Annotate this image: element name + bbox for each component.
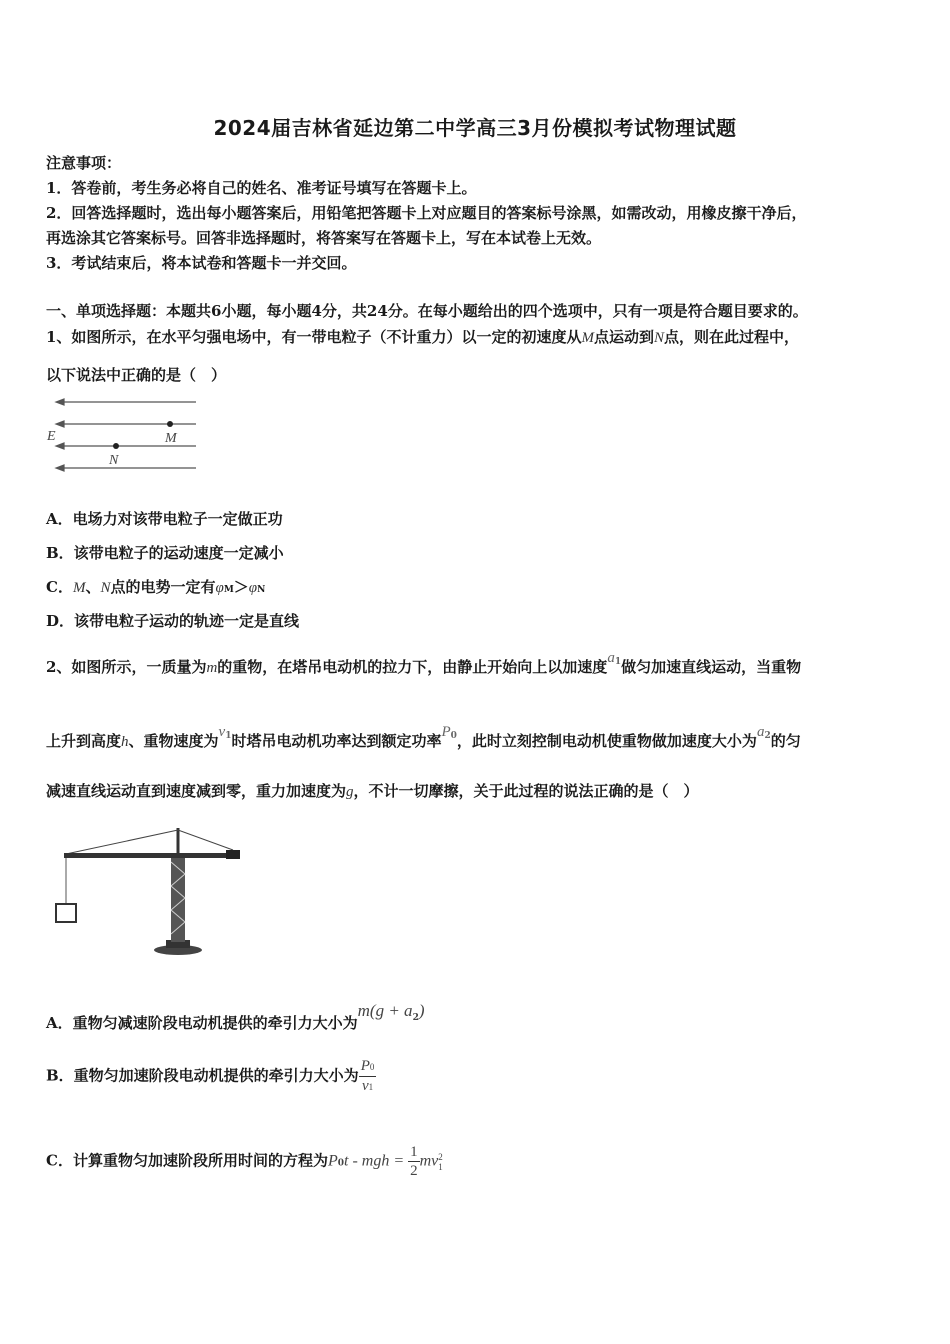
point-m-dot bbox=[167, 421, 173, 427]
point-label-m: M bbox=[165, 431, 177, 446]
section-heading: 一、单项选择题：本题共6小题，每小题4分，共24分。在每小题给出的四个选项中，只有一项是符合题目要求的。 bbox=[46, 302, 808, 320]
electric-field-diagram bbox=[44, 392, 204, 476]
q1-stem-line2: 以下说法中正确的是（ ） bbox=[46, 366, 227, 384]
q1-stem-line1: 1、如图所示，在水平匀强电场中，有一带电粒子（不计重力）以一定的初速度从M点运动到N点，则在此过程中， bbox=[46, 328, 799, 346]
point-n-dot bbox=[113, 443, 119, 449]
notice-heading: 注意事项： bbox=[46, 154, 122, 172]
q2-option-c: C．计算重物匀加速阶段所用时间的方程为P0t - mgh = $\frac{1}{2}$ mv 2 1 bbox=[46, 1144, 443, 1179]
notice-item-1: 1．答卷前，考生务必将自己的姓名、准考证号填写在答题卡上。 bbox=[46, 179, 477, 197]
q2-option-a: A．重物匀减速阶段电动机提供的牵引力大小为$m(g + a^2)$ bbox=[46, 1001, 425, 1032]
traction-force-fraction: $\frac{P0}{v1}$ bbox=[360, 1058, 375, 1094]
point-label-n: N bbox=[109, 453, 119, 468]
q1-option-b: B．该带电粒子的运动速度一定减小 bbox=[46, 544, 284, 562]
q1-option-c: C．M、N点的电势一定有φM＞φN bbox=[46, 578, 266, 596]
q2-stem-line2: 上升到高度h、重物速度为$v^1$时塔吊电动机功率达到额定功率$P^0$，此时立刻控制电动机使重物做加速度大小为$a^2$的匀 bbox=[46, 724, 801, 750]
tower-crane-image bbox=[48, 826, 248, 958]
q1-option-d: D．该带电粒子运动的轨迹一定是直线 bbox=[46, 612, 300, 630]
q1-option-a: A．电场力对该带电粒子一定做正功 bbox=[46, 510, 283, 528]
field-label-e: E bbox=[47, 429, 56, 444]
q2-stem-line3: 减速直线运动直到速度减到零，重力加速度为g，不计一切摩擦，关于此过程的说法正确的是（ ） bbox=[46, 782, 699, 800]
notice-item-2-line2: 再选涂其它答案标号。回答非选择题时，将答案写在答题卡上，写在本试卷上无效。 bbox=[46, 229, 602, 247]
q2-stem-line1: 2、如图所示，一质量为m的重物，在塔吊电动机的拉力下，由静止开始向上以加速度$a^1$做匀加速直线运动，当重物 bbox=[46, 650, 802, 676]
notice-item-3: 3．考试结束后，将本试卷和答题卡一并交回。 bbox=[46, 254, 357, 272]
notice-item-2-line1: 2．回答选择题时，选出每小题答案后，用铅笔把答题卡上对应题目的答案标号涂黑，如需改动，用橡皮擦干净后， bbox=[46, 204, 807, 222]
q2-option-b: B．重物匀加速阶段电动机提供的牵引力大小为 $\frac{P0}{v1}$ bbox=[46, 1058, 375, 1094]
half-fraction: $\frac{1}{2}$ bbox=[410, 1144, 418, 1179]
page-title: 2024届吉林省延边第二中学高三3月份模拟考试物理试题 bbox=[213, 116, 737, 140]
